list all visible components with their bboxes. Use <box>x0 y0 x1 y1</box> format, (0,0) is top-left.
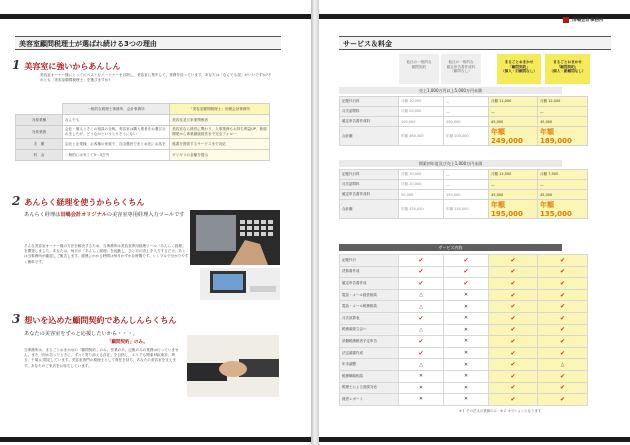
service-label: 電話・メール税務相談 <box>340 301 399 313</box>
service-cell <box>489 255 538 267</box>
top-stripe <box>0 14 311 19</box>
fee-cell: ― <box>489 107 538 117</box>
cross-icon: ✕ <box>418 373 424 380</box>
cross-icon: ✕ <box>463 396 469 403</box>
total-cell: 年額 195,000 <box>489 200 538 219</box>
check-icon: ✔ <box>510 314 516 322</box>
comparison-row-label: 手 順 <box>16 139 63 150</box>
cross-icon: ✕ <box>463 384 469 391</box>
fee-cell: 45,000 <box>538 190 588 200</box>
service-cell <box>489 336 538 348</box>
service-cell <box>399 255 444 267</box>
fee-label: 記帳代行料 <box>340 97 399 107</box>
service-cell <box>538 382 588 394</box>
office-name: 田嶋会計事務所 <box>572 18 604 23</box>
comparison-cell: 美容室並び家業関係者 <box>170 115 270 126</box>
fee-cell: ― <box>444 107 489 117</box>
keyboard-photo <box>190 210 280 265</box>
service-cell <box>444 312 489 324</box>
comparison-cell: なんでも <box>63 115 170 126</box>
fee-label: 記帳代行料 <box>340 170 399 180</box>
service-row <box>340 301 588 313</box>
service-cell <box>399 336 444 348</box>
check-icon: ✔ <box>559 256 566 264</box>
total-cell: 年額 460,000 <box>399 127 444 146</box>
service-cell <box>489 394 538 406</box>
service-cell <box>538 301 588 313</box>
fee-cell: 90,000 <box>399 190 444 200</box>
service-cell <box>489 359 538 371</box>
pricing1-table <box>339 96 588 146</box>
fee-cell: ― <box>444 170 489 180</box>
check-icon: ✔ <box>559 372 566 380</box>
total-label: 合計額 <box>340 200 399 219</box>
total-cell: 年額 189,000 <box>538 127 588 146</box>
check-icon: ✔ <box>559 384 566 392</box>
services-table <box>339 254 588 406</box>
service-row <box>340 278 588 290</box>
reasons-section-title: 美容室顧問税理士が選ばれ続ける3つの理由 <box>15 36 281 50</box>
check-icon: ✔ <box>510 326 516 334</box>
service-cell <box>399 312 444 324</box>
check-icon: ✔ <box>510 279 516 287</box>
book-spine <box>311 0 319 445</box>
service-row <box>340 266 588 278</box>
cross-icon: ✕ <box>463 361 469 368</box>
service-cell <box>444 370 489 382</box>
fee-label: 確定申告書作成料 <box>340 117 399 127</box>
check-icon: ✔ <box>418 279 424 287</box>
service-cell <box>489 370 538 382</box>
service-cell <box>444 394 489 406</box>
total-cell: 年額 200,000 <box>444 127 489 146</box>
check-icon: ✔ <box>559 349 566 357</box>
fee-cell: ― <box>538 107 588 117</box>
service-label: 決算書作成 <box>340 266 399 278</box>
comparison-cell: 会社と企業様、お客様の家族で、自由選択でまとめ先にお話を <box>63 139 170 150</box>
service-cell <box>399 382 444 394</box>
comparison-header-tajima: 「美容室顧問税理士」田嶋会計事務所 <box>170 104 270 115</box>
comparison-header-general: 一般的な税理士事務所、会計事務所 <box>63 104 170 115</box>
check-icon: ✔ <box>463 268 469 276</box>
fee-label: 月次訪問料 <box>340 107 399 117</box>
service-cell <box>538 324 588 336</box>
check-icon: ✔ <box>559 303 566 311</box>
fee-cell: 150,000 <box>444 190 489 200</box>
service-cell <box>399 370 444 382</box>
service-label: 確定申告書作成 <box>340 278 399 290</box>
service-cell <box>538 394 588 406</box>
computer-photo <box>200 268 280 300</box>
service-cell <box>399 289 444 301</box>
service-row <box>340 347 588 359</box>
cross-icon: ✕ <box>418 396 424 403</box>
cross-icon: ✕ <box>463 326 469 333</box>
fee-cell: 45,000 <box>489 190 538 200</box>
service-row <box>340 336 588 348</box>
pricing2-table <box>339 169 588 219</box>
service-label: 消費税納税者予定申告 <box>340 336 399 348</box>
check-icon: ✔ <box>510 372 516 380</box>
service-cell <box>489 312 538 324</box>
service-label: 記帳代行 <box>340 255 399 267</box>
header-general-advisory: 他社の一般的な 顧問契約 <box>399 54 439 84</box>
service-cell <box>444 359 489 371</box>
service-row <box>340 359 588 371</box>
check-icon: ✔ <box>510 303 516 311</box>
comparison-cell: 一般的には安くて5〜3万円 <box>63 150 170 161</box>
fee-cell: 月額 10,000 <box>399 170 444 180</box>
service-cell <box>444 266 489 278</box>
comparison-table <box>15 103 270 161</box>
check-icon: ✔ <box>510 349 516 357</box>
service-label: 税務戦略相談 <box>340 370 399 382</box>
cross-icon: ✕ <box>463 292 469 299</box>
check-icon: ✔ <box>559 291 566 299</box>
check-icon: ✔ <box>418 268 424 276</box>
fee-cell: 月額 7,500 <box>538 170 588 180</box>
service-label: 電話・メール経営相談 <box>340 289 399 301</box>
service-cell <box>538 312 588 324</box>
comparison-row-label: 対象業務 <box>16 126 63 139</box>
service-label: 法定調書作成 <box>340 347 399 359</box>
cross-icon: ✕ <box>463 315 469 322</box>
service-row <box>340 370 588 382</box>
fee-cell: ― <box>444 180 489 190</box>
pricing2-banner: 開業初年度及び売上1,000万円未満 <box>339 160 562 167</box>
total-cell: 年額 330,000 <box>399 200 444 219</box>
service-row <box>340 312 588 324</box>
service-cell <box>489 324 538 336</box>
check-icon: ✔ <box>510 268 516 276</box>
service-cell <box>444 336 489 348</box>
handshake-photo <box>187 335 279 397</box>
service-cell <box>489 289 538 301</box>
service-cell <box>538 359 588 371</box>
service-label: 月次試算表 <box>340 312 399 324</box>
cross-icon: ✕ <box>463 373 469 380</box>
triangle-icon: △ <box>419 326 423 333</box>
service-cell <box>538 336 588 348</box>
fee-cell: 45,000 <box>489 117 538 127</box>
check-icon: ✔ <box>510 361 516 369</box>
fee-cell: 月額 20,000 <box>399 107 444 117</box>
service-cell <box>444 278 489 290</box>
services-section-title: サービス＆料金 <box>339 36 611 50</box>
service-cell <box>444 382 489 394</box>
triangle-icon: △ <box>560 361 565 368</box>
service-row <box>340 324 588 336</box>
check-icon: ✔ <box>510 395 516 403</box>
total-cell: 年額 150,000 <box>444 200 489 219</box>
fee-cell: 45,000 <box>538 117 588 127</box>
check-icon: ✔ <box>559 326 566 334</box>
service-cell <box>444 324 489 336</box>
total-label: 合計額 <box>340 127 399 146</box>
service-row <box>340 289 588 301</box>
check-icon: ✔ <box>418 256 424 264</box>
check-icon: ✔ <box>559 337 566 345</box>
pricing1-banner: 売上1,000万円以上5,000万円未満 <box>339 87 562 94</box>
fee-cell: 月額 20,000 <box>399 180 444 190</box>
fee-label: 月次訪問料 <box>340 180 399 190</box>
service-cell <box>489 347 538 359</box>
reason3-heading: 3 想いを込めた顧問契約であんしんらくちん <box>12 312 177 326</box>
service-cell <box>489 278 538 290</box>
service-row <box>340 255 588 267</box>
check-icon: ✔ <box>559 314 566 322</box>
reason1-heading: 1 美容室に強いからあんしん <box>12 58 121 72</box>
check-icon: ✔ <box>463 279 469 287</box>
cross-icon: ✕ <box>463 303 469 310</box>
header-plan-new: まるごとおまかせ 「顧問契約」 （個人・新顧問なし） <box>545 54 590 84</box>
service-cell <box>399 394 444 406</box>
fee-label: 確定申告書作成料 <box>340 190 399 200</box>
total-cell: 年額 135,000 <box>538 200 588 219</box>
fee-cell: ― <box>538 180 588 190</box>
fee-cell: ― <box>489 180 538 190</box>
service-cell <box>399 347 444 359</box>
comparison-cell: 美容室なら経営に関わり、人事業務もお持ち利益UP、新規開業から事業継続経営まで完全フォロー <box>170 126 270 139</box>
service-cell <box>444 255 489 267</box>
services-banner: サービス内容 <box>339 244 562 251</box>
check-icon: ✔ <box>510 337 516 345</box>
cross-icon: ✕ <box>463 338 469 345</box>
check-icon: ✔ <box>510 256 516 264</box>
check-icon: ✔ <box>418 314 424 322</box>
comparison-cell: ギリギリの金額を提示 <box>170 150 270 161</box>
fee-cell: ― <box>444 97 489 107</box>
service-row <box>340 394 588 406</box>
office-logo-icon <box>563 17 569 23</box>
bottom-stripe <box>0 437 311 442</box>
check-icon: ✔ <box>559 279 566 287</box>
comparison-row-label: 料 金 <box>16 150 63 161</box>
check-icon: ✔ <box>559 268 566 276</box>
service-cell <box>399 359 444 371</box>
fee-cell: 100,000 <box>399 117 444 127</box>
fee-cell: 200,000 <box>444 117 489 127</box>
header-plan-old: まるごとおまかせ 「顧問契約」 （個人・旧顧問なし） <box>497 54 541 84</box>
check-icon: ✔ <box>418 349 424 357</box>
header-general-tax-return: 他社の一般的な 確定申告書作成料 （顧問なし） <box>441 54 481 84</box>
service-cell <box>489 301 538 313</box>
service-cell <box>444 301 489 313</box>
reason2-text: そんな美容室オーナー様の方法を解決するため、当事務所は美容室専用経理ツール「あんらく経理」を開発しました。あなたは、毎日の「あんらく経理」を起動し、ひと月の売上を入力するだけ。あとは当事務所が確認しご報告します。経理にかかる時間は毎月わずかな時間です。シンプルで分かりやすく簡単です。 <box>24 244 189 264</box>
triangle-icon: △ <box>419 361 423 368</box>
comparison-row-label: 対象業種 <box>16 115 63 126</box>
service-cell <box>444 289 489 301</box>
service-label: 税理士による面談対応 <box>340 382 399 394</box>
comparison-cell: 秘書を提供するサービスまで対応 <box>170 139 270 150</box>
service-label: 税務調査立会い <box>340 324 399 336</box>
reason3-text: 当事務所は、まるごとおまかせの「顧問契約」のみ。作業のあ、記帳のみの業務は行っていません。また「何かあったときに、ずっと寄り添える存在」を目指し、エリアも関東3県(東京、埼玉、千葉)に限定しています。美容室専門の税理士として責任を持ち、あなたの美容室を支えます。あなたのご来店をお待ちしています。 <box>24 348 179 368</box>
right-page <box>319 0 630 445</box>
check-icon: ✔ <box>510 291 516 299</box>
fee-cell: 月額 12,000 <box>538 97 588 107</box>
reason1-text: 美容室オーナー様にとってのベストなパートナーを目指し、美容室に集中して、業務を絞っています。あなたは「なんでも屋」がいいですか?それとも「美容室顧問税理士」を選びますか? <box>40 73 272 83</box>
cross-icon: ✕ <box>463 350 469 357</box>
total-cell: 年額 249,000 <box>489 127 538 146</box>
fee-cell: 月額 10,000 <box>399 97 444 107</box>
service-cell <box>399 266 444 278</box>
service-row <box>340 382 588 394</box>
fee-cell: 月額 12,500 <box>489 170 538 180</box>
service-cell <box>489 382 538 394</box>
triangle-icon: △ <box>419 303 423 310</box>
service-cell <box>399 301 444 313</box>
service-cell <box>489 266 538 278</box>
bottom-stripe <box>319 437 630 442</box>
triangle-icon: △ <box>419 292 423 299</box>
cross-icon: ✕ <box>418 384 424 391</box>
fee-cell: 月額 11,000 <box>489 97 538 107</box>
reason2-heading: 2 あんらく経理を使うかららくちん <box>12 194 145 208</box>
check-icon: ✔ <box>510 384 516 392</box>
service-cell <box>538 289 588 301</box>
left-page <box>0 0 311 445</box>
service-cell <box>444 347 489 359</box>
reason3-contract-label: 「顧問契約」のみ。 <box>107 340 148 345</box>
check-icon: ✔ <box>463 256 469 264</box>
service-cell <box>538 278 588 290</box>
reason2-lead: あんらく経理は田嶋会計オリジナルの美容室専用経理入力ツールです <box>24 212 185 218</box>
service-label: 年末調整 <box>340 359 399 371</box>
comparison-cell: 会社・個人とそこの相談の全般。美容室は購入業者をお選びされましたが、どうなかというとりそうにない <box>63 126 170 139</box>
service-cell <box>538 266 588 278</box>
service-cell <box>538 370 588 382</box>
check-icon: ✔ <box>559 395 566 403</box>
check-icon: ✔ <box>418 337 424 345</box>
footnote: ※１ その法人の業務のみ ※２ オプションとなります <box>459 409 542 413</box>
service-label: 経営レポート <box>340 394 399 406</box>
service-cell <box>538 347 588 359</box>
service-cell <box>399 324 444 336</box>
service-cell <box>399 278 444 290</box>
reason3-lead: あなたの美容室をずっと応援したいから・・・。 <box>24 331 138 337</box>
service-cell <box>538 255 588 267</box>
